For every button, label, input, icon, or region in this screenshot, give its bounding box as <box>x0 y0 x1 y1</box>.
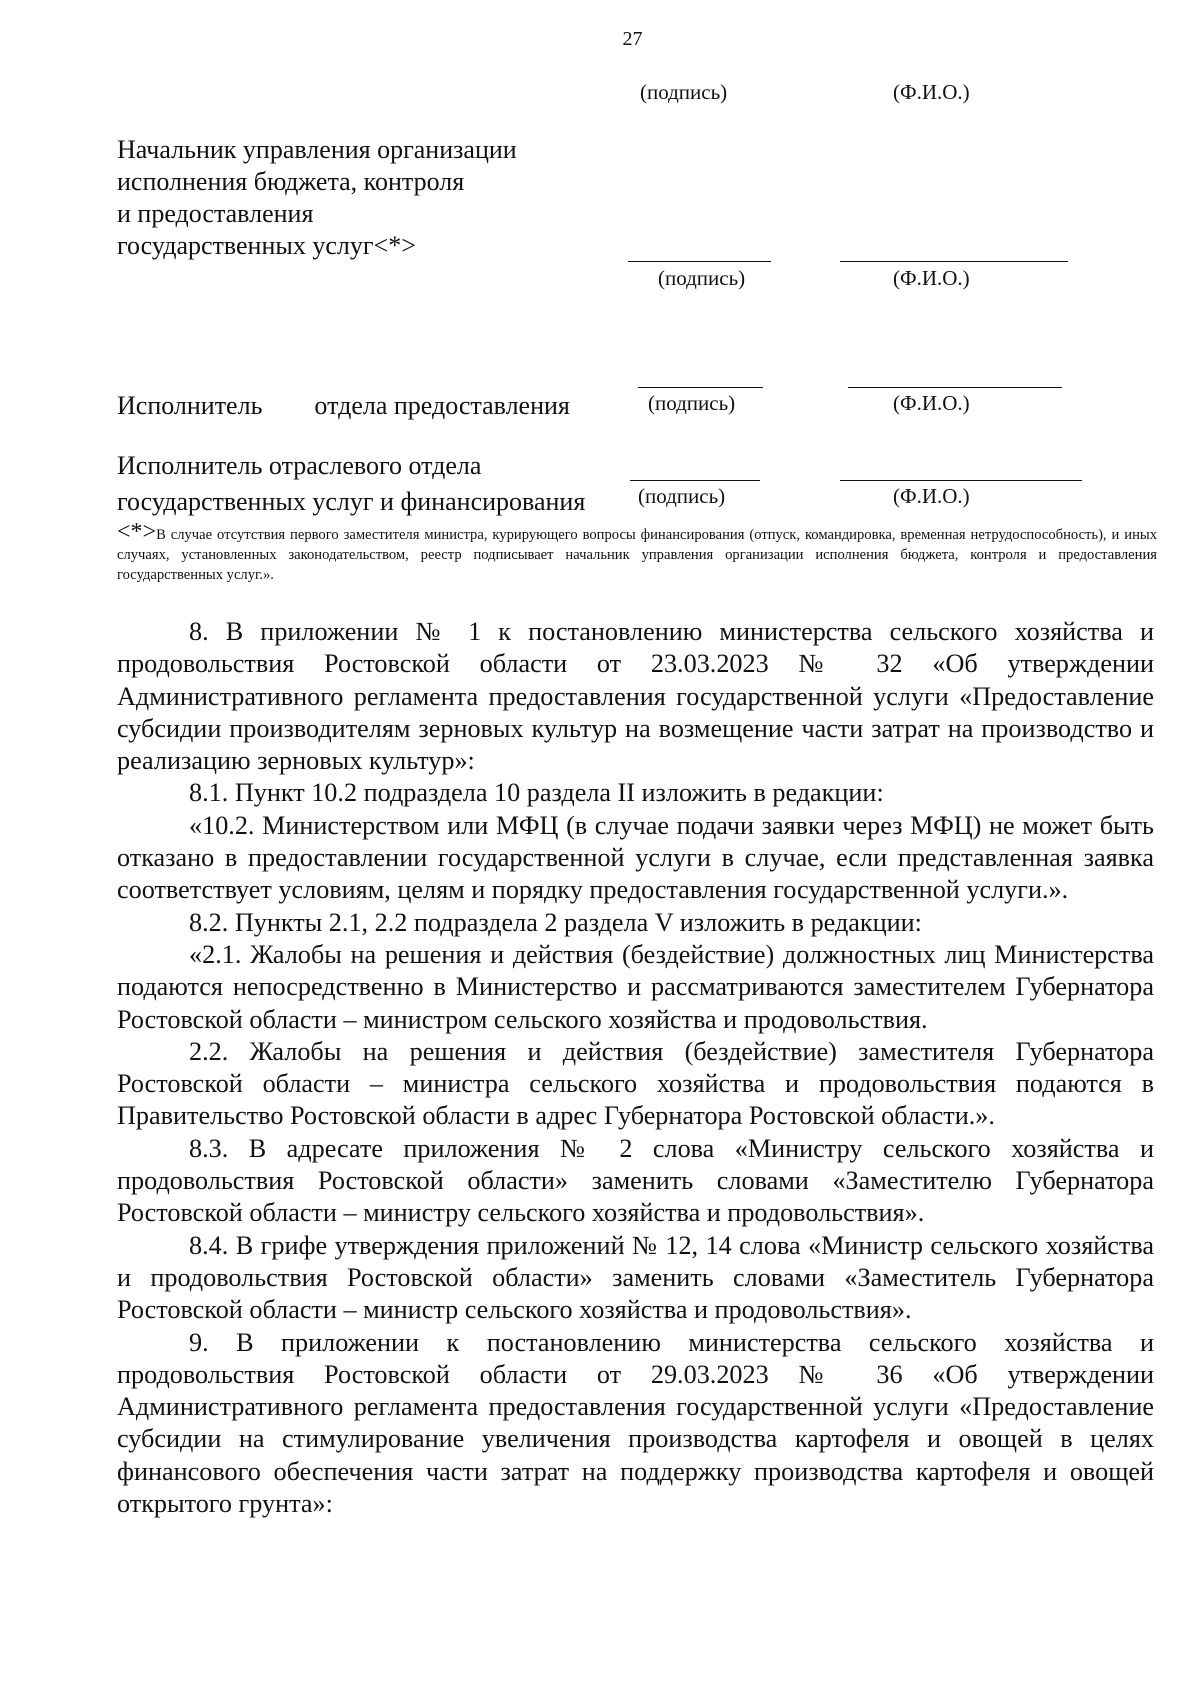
name-caption: (Ф.И.О.) <box>893 391 970 415</box>
signature-caption: (подпись) <box>648 391 736 415</box>
signatory-title-3: Исполнитель отраслевого отдела <box>117 451 482 480</box>
page-number: 27 <box>622 28 643 50</box>
signature-line <box>630 480 760 481</box>
paragraph-8-4: 8.4. В грифе утверждения приложений № 12, 14 слова «Министр сельского хозяйства и продовольствия Ростовской области» заменить словами «Заместитель Губернатора Ростовской области – министр сельского хозяйства и продовольствия». <box>117 1230 1154 1325</box>
document-body <box>117 616 1154 1520</box>
signatory-title-2: Исполнитель отдела предоставления государственных услуг и финансирования <box>117 391 586 516</box>
paragraph-9: 9. В приложении к постановлению министерства сельского хозяйства и продовольствия Ростовской области от 29.03.2023 № 36 «Об утверждении Административного регламента предоставления государственной услуги «Предоставление субсидии на стимулирование увеличения производства картофеля и овощей в целях финансового обеспечения части затрат на поддержку производства картофеля и овощей открытого грунта»: <box>117 1327 1154 1519</box>
paragraph-8: 8. В приложении № 1 к постановлению министерства сельского хозяйства и продовольствия Ростовской области от 23.03.2023 № 32 «Об утверждении Административного регламента предоставления государственной услуги «Предоставление субсидии производителям зерновых культур на возмещение части затрат на производство и реализацию зерновых культур»: <box>117 617 1154 776</box>
paragraph-2-2: 2.2. Жалобы на решения и действия (бездействие) заместителя Губернатора Ростовской области – министра сельского хозяйства и продовольствия подаются в Правительство Ростовской области в адрес Губернатора Ростовской области.». <box>117 1036 1154 1131</box>
paragraph-8-3: 8.3. В адресате приложения № 2 слова «Министру сельского хозяйства и продовольствия Ростовской области» заменить словами «Заместителю Губернатора Ростовской области – министру сельского хозяйства и продовольствия». <box>117 1133 1154 1228</box>
name-caption: (Ф.И.О.) <box>893 484 970 508</box>
name-caption: (Ф.И.О.) <box>893 80 970 104</box>
name-line <box>840 261 1068 262</box>
footnote-mark: <*> <box>117 519 157 545</box>
footnote-text: В случае отсутствия первого заместителя министра, курирующего вопросы финансирования (отпуск, командировка, временная нетрудоспособность), и иных случаях, установленных законодательством, реестр подписывает начальник управления организации исполнения бюджета, контроля и предоставления государственных услуг.». <box>117 527 1157 583</box>
paragraph-10-2-quote: «10.2. Министерством или МФЦ (в случае подачи заявки через МФЦ) не может быть отказано в предоставлении государственной услуги в случае, если представленная заявка соответствует условиям, целям и порядку предоставления государственной услуги.». <box>117 810 1154 905</box>
name-caption: (Ф.И.О.) <box>893 266 970 290</box>
signature-caption: (подпись) <box>658 266 746 290</box>
paragraph-8-1: 8.1. Пункт 10.2 подраздела 10 раздела II изложить в редакции: <box>189 778 884 808</box>
signature-caption: (подпись) <box>640 80 728 104</box>
name-line <box>848 387 1062 388</box>
footnote <box>117 519 1157 585</box>
signature-caption: (подпись) <box>638 484 726 508</box>
paragraph-8-2: 8.2. Пункты 2.1, 2.2 подраздела 2 раздела V изложить в редакции: <box>189 907 922 937</box>
signature-line <box>628 261 771 262</box>
name-line <box>840 480 1082 481</box>
signatory-title-1: Начальник управления организации исполнения бюджета, контроля и предоставления государственных услуг<*> <box>117 135 517 260</box>
paragraph-2-1-quote: «2.1. Жалобы на решения и действия (бездействие) должностных лиц Министерства подаются непосредственно в Министерство и рассматриваются заместителем Губернатора Ростовской области – министром сельского хозяйства и продовольствия. <box>117 939 1154 1034</box>
signature-line <box>638 387 763 388</box>
